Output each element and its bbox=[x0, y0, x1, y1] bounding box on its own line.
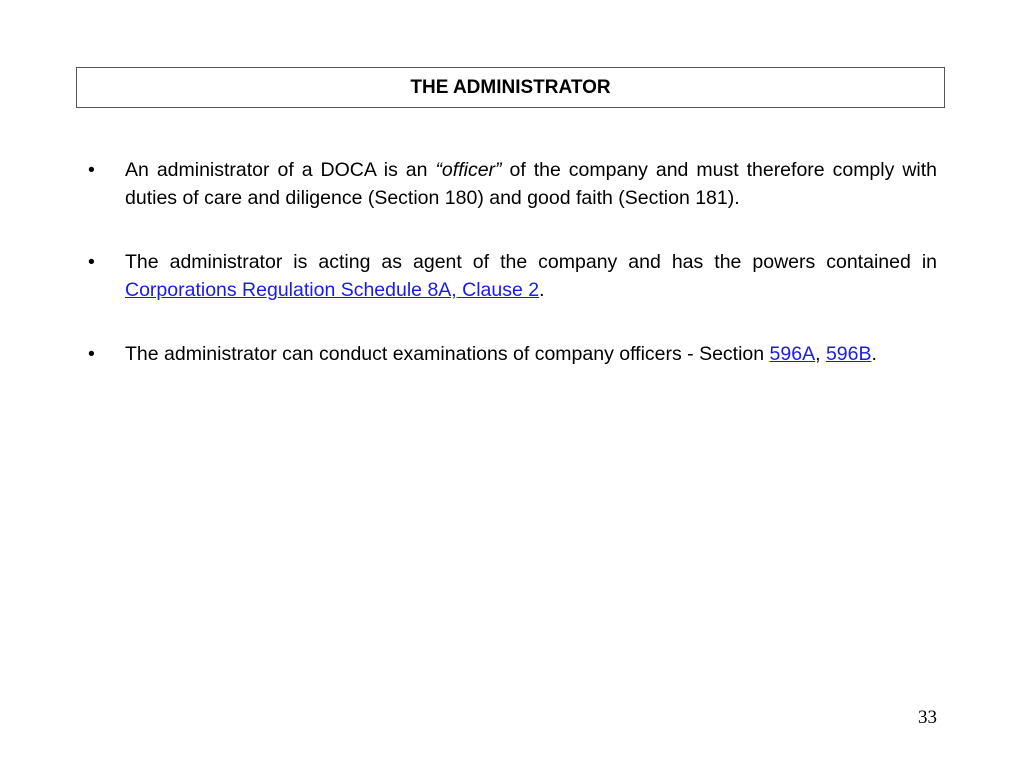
bullet-text-part: The administrator can conduct examinations of company officers - Section bbox=[125, 343, 770, 365]
bullet-text bbox=[125, 156, 937, 212]
section-596a-link[interactable]: 596A bbox=[769, 343, 816, 365]
bullet-text-part: An administrator of a DOCA is an bbox=[125, 159, 436, 181]
bullet-marker: • bbox=[88, 159, 95, 181]
slide-title-box bbox=[76, 67, 945, 108]
bullet-marker: • bbox=[88, 251, 95, 273]
bullet-text-part: . bbox=[539, 279, 545, 301]
bullet-text-part: The administrator is acting as agent of the company and has the powers contained in bbox=[125, 251, 937, 273]
corporations-regulation-link[interactable]: Corporations Regulation Schedule 8A, Clause 2 bbox=[125, 279, 540, 301]
bullet-text bbox=[125, 340, 937, 368]
bullet-item-agent-powers bbox=[84, 248, 937, 304]
bullet-text-part: of the company and must therefore comply with duties of care and diligence (Section 180) and good faith (Section 181). bbox=[125, 159, 937, 209]
bullet-item-examinations bbox=[84, 340, 937, 368]
bullet-text bbox=[125, 248, 937, 304]
section-596b-link[interactable]: 596B bbox=[825, 343, 872, 365]
bullet-list bbox=[84, 156, 937, 404]
bullet-item-officer-duties bbox=[84, 156, 937, 212]
bullet-marker: • bbox=[88, 343, 95, 365]
officer-emphasis: “officer” bbox=[435, 159, 502, 181]
link-separator: , bbox=[815, 343, 826, 365]
page-number: 33 bbox=[918, 707, 937, 728]
bullet-text-part: . bbox=[871, 343, 877, 365]
slide-title: THE ADMINISTRATOR bbox=[410, 76, 611, 98]
